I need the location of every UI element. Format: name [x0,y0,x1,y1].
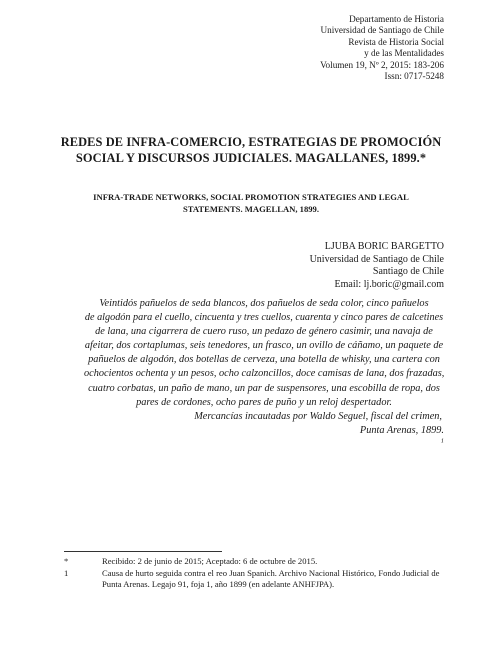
footnotes [64,556,444,591]
footnote-1 [64,568,444,590]
header-line-volume: Volumen 19, Nº 2, 2015: 183-206 [320,59,444,70]
footnote-ref-1[interactable]: 1 [440,437,444,445]
header-line-journal: Revista de Historia Social [348,36,444,47]
epigraph-line-6: ochocientos ochenta y un pesos, ocho calzoncillos, doce camisas de lana, dos frazadas, [84,368,445,380]
author-block [310,241,444,291]
epigraph-line-2: de algodón para el cuello, cincuenta y tres cuellos, cuarenta y cinco pares de calcetines [84,312,444,324]
header-line-journal-cont: y de las Mentalidades [364,48,444,59]
footnote-mark: 1 [64,568,69,578]
epigraph [84,297,444,452]
journal-header [320,14,444,82]
epigraph-line-4: afeitar, dos cortaplumas, seis tenedores, un frasco, un ovillo de cáñamo, un paquete de [84,340,444,352]
attribution-line-2 [84,424,444,452]
author-affiliation: Universidad de Santiago de Chile [309,253,444,265]
epigraph-line-8: pares de cordones, ocho pares de puño y un reloj despertador. [136,396,392,408]
footnote-text: Recibido: 2 de junio de 2015; Aceptado: 6 de octubre de 2015. [102,556,318,566]
footnote-received [64,556,444,567]
epigraph-line-5: pañuelos de algodón, dos botellas de cerveza, una botella de whisky, una cartera con [88,354,440,366]
attribution-place-date: Punta Arenas, 1899. [359,424,444,436]
footnote-text: Causa de hurto seguida contra el reo Juan Spanich. Archivo Nacional Histórico, Fondo Judicial de Punta Arenas. Legajo 91, foja 1, año 1899 (en adelante ANHFJPA). [102,568,440,589]
header-line-university: Universidad de Santiago de Chile [320,25,444,36]
epigraph-line-7: cuatro corbatas, un paño de mano, un par de suspensores, una escobilla de ropa, dos [88,382,440,394]
title-line-1: REDES DE INFRA-COMERCIO, ESTRATEGIAS DE PROMOCIÓN [60,135,442,149]
author-name: LJUBA BORIC BARGETTO [324,241,444,252]
header-line-issn: Issn: 0717-5248 [384,71,444,82]
header-line-department: Departamento de Historia [349,14,444,24]
author-city: Santiago de Chile [372,266,444,278]
attribution-line-1: Mercancías incautadas por Waldo Seguel, fiscal del crimen, [194,410,442,422]
english-title-line-1: INFRA-TRADE NETWORKS, SOCIAL PROMOTION STRATEGIES AND LEGAL [93,192,409,202]
article-title [60,135,442,166]
english-title [80,192,422,215]
epigraph-body [84,297,444,410]
epigraph-line-1: Veintidós pañuelos de seda blancos, dos pañuelos de seda color, cinco pañuelos [99,298,429,309]
author-email: Email: lj.boric@gmail.com [334,278,444,290]
epigraph-line-3: de lana, una cigarrera de cuero ruso, un pedazo de género casimir, una navaja de [95,326,433,338]
english-title-line-2: STATEMENTS. MAGELLAN, 1899. [182,203,319,214]
epigraph-attribution [84,410,444,452]
footnote-divider [64,551,222,552]
footnote-mark: * [64,556,69,566]
title-line-2: SOCIAL Y DISCURSOS JUDICIALES. MAGALLANES, 1899.* [75,150,427,165]
